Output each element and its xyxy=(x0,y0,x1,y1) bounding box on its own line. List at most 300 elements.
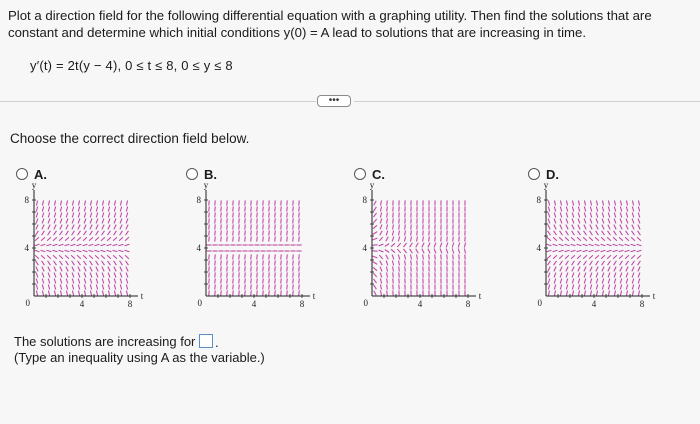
field-segment xyxy=(257,254,258,259)
field-segment xyxy=(572,267,574,272)
field-segment xyxy=(374,291,376,296)
field-segment xyxy=(215,218,216,223)
field-segment xyxy=(385,244,389,247)
field-segment xyxy=(47,250,52,251)
t-tick-label-8: 8 xyxy=(639,299,645,309)
field-segment xyxy=(233,200,234,205)
field-segment xyxy=(257,266,258,271)
field-segment xyxy=(560,290,561,295)
field-segment xyxy=(119,237,123,240)
field-segment xyxy=(596,261,599,265)
field-segment xyxy=(287,230,288,235)
field-segment xyxy=(209,290,210,295)
field-segment xyxy=(589,237,593,240)
field-segment xyxy=(221,200,222,205)
field-segment xyxy=(287,224,288,229)
field-segment xyxy=(113,237,117,240)
field-segment xyxy=(620,200,621,205)
field-segment xyxy=(42,219,44,224)
field-segment xyxy=(559,250,564,251)
field-segment xyxy=(584,273,586,278)
field-segment xyxy=(590,284,591,289)
field-segment xyxy=(263,284,264,289)
field-segment xyxy=(263,278,264,283)
field-segment xyxy=(48,284,49,289)
field-segment xyxy=(416,249,418,254)
field-segment xyxy=(632,267,634,272)
field-segment xyxy=(387,206,388,211)
field-segment xyxy=(584,213,586,218)
field-segment xyxy=(263,230,264,235)
field-segment xyxy=(120,200,121,205)
field-segment xyxy=(66,200,67,205)
field-segment xyxy=(126,225,128,230)
field-segment xyxy=(41,250,46,251)
field-segment xyxy=(572,231,575,235)
field-segment xyxy=(239,224,240,229)
field-segment xyxy=(221,230,222,235)
field-segment xyxy=(596,231,599,235)
field-segment xyxy=(293,218,294,223)
field-segment xyxy=(584,284,585,289)
field-segment xyxy=(571,244,576,245)
field-segment xyxy=(293,212,294,217)
field-segment xyxy=(565,237,569,240)
field-segment xyxy=(90,200,91,205)
field-segment xyxy=(263,260,264,265)
field-segment xyxy=(54,284,55,289)
field-segment xyxy=(584,279,586,284)
field-segment xyxy=(620,279,622,284)
equation: y′(t) = 2t(y − 4), 0 ≤ t ≤ 8, 0 ≤ y ≤ 8 xyxy=(30,58,233,73)
field-segment xyxy=(96,213,98,218)
field-segment xyxy=(446,243,448,248)
option-a-radio[interactable] xyxy=(16,168,28,180)
t-tick-label-8: 8 xyxy=(127,299,133,309)
field-segment xyxy=(281,290,282,295)
field-segment xyxy=(399,224,400,229)
field-segment xyxy=(215,278,216,283)
field-segment xyxy=(638,279,640,284)
field-segment xyxy=(251,272,252,277)
field-segment xyxy=(101,237,105,240)
field-segment xyxy=(215,266,216,271)
field-segment xyxy=(287,254,288,259)
field-segment xyxy=(114,213,116,218)
field-segment xyxy=(245,236,246,241)
field-segment xyxy=(566,200,567,205)
field-segment xyxy=(120,213,122,218)
field-segment xyxy=(72,273,74,278)
field-segment xyxy=(35,250,40,251)
field-segment xyxy=(35,244,40,245)
field-segment xyxy=(269,200,270,205)
divider-left xyxy=(0,101,316,102)
field-segment xyxy=(393,224,394,229)
option-d-direction-field xyxy=(516,182,656,312)
field-segment xyxy=(71,244,76,245)
field-segment xyxy=(113,255,117,258)
field-segment xyxy=(548,231,551,235)
field-segment xyxy=(560,267,562,272)
field-segment xyxy=(293,254,294,259)
field-segment xyxy=(281,224,282,229)
field-segment xyxy=(215,272,216,277)
field-segment xyxy=(41,255,45,258)
field-segment xyxy=(387,212,388,217)
field-segment xyxy=(66,267,68,272)
field-segment xyxy=(632,213,634,218)
field-segment xyxy=(245,272,246,277)
field-segment xyxy=(66,261,69,265)
field-segment xyxy=(393,278,394,283)
field-segment xyxy=(126,290,127,295)
field-segment xyxy=(90,261,93,265)
field-segment xyxy=(626,206,627,211)
field-segment xyxy=(96,290,97,295)
field-segment xyxy=(257,272,258,277)
field-segment xyxy=(102,261,105,265)
field-segment xyxy=(72,261,75,265)
field-segment xyxy=(602,284,603,289)
field-segment xyxy=(66,273,68,278)
field-segment xyxy=(90,284,91,289)
field-segment xyxy=(269,206,270,211)
field-segment xyxy=(385,250,389,253)
field-segment xyxy=(90,231,93,235)
field-segment xyxy=(584,261,587,265)
field-segment xyxy=(608,225,610,230)
t-tick-label-4: 4 xyxy=(79,299,85,309)
field-segment xyxy=(84,290,85,295)
field-segment xyxy=(620,219,622,224)
field-segment xyxy=(215,212,216,217)
field-segment xyxy=(120,206,121,211)
field-segment xyxy=(96,284,97,289)
field-segment xyxy=(114,231,117,235)
field-segment xyxy=(608,284,609,289)
field-segment xyxy=(114,267,116,272)
field-segment xyxy=(434,249,436,254)
field-segment xyxy=(90,279,92,284)
field-segment xyxy=(287,290,288,295)
field-segment xyxy=(36,219,38,224)
field-segment xyxy=(233,272,234,277)
field-segment xyxy=(269,260,270,265)
field-segment xyxy=(379,244,384,246)
field-segment xyxy=(637,255,641,258)
field-segment xyxy=(95,244,100,245)
field-segment xyxy=(209,260,210,265)
field-segment xyxy=(119,250,124,251)
field-segment xyxy=(126,279,128,284)
field-segment xyxy=(126,219,128,224)
field-segment xyxy=(72,279,74,284)
field-segment xyxy=(114,273,116,278)
field-segment xyxy=(614,284,615,289)
field-segment xyxy=(209,236,210,241)
field-segment xyxy=(625,255,629,258)
field-segment xyxy=(215,290,216,295)
field-segment xyxy=(429,236,430,241)
field-segment xyxy=(387,278,388,283)
field-segment xyxy=(209,200,210,205)
y-axis-label: y xyxy=(203,182,209,190)
field-segment xyxy=(96,219,98,224)
field-segment xyxy=(35,255,39,258)
field-segment xyxy=(60,273,62,278)
field-segment xyxy=(126,261,129,265)
field-segment xyxy=(209,266,210,271)
field-segment xyxy=(245,212,246,217)
field-segment xyxy=(227,206,228,211)
field-segment xyxy=(209,254,210,259)
field-segment xyxy=(251,260,252,265)
field-segment xyxy=(614,200,615,205)
field-segment xyxy=(638,284,639,289)
field-segment xyxy=(66,219,68,224)
field-segment xyxy=(221,260,222,265)
field-segment xyxy=(626,279,628,284)
field-segment xyxy=(221,218,222,223)
field-segment xyxy=(560,273,562,278)
field-segment xyxy=(108,279,110,284)
field-segment xyxy=(126,213,128,218)
field-segment xyxy=(572,273,574,278)
field-segment xyxy=(257,224,258,229)
field-segment xyxy=(422,249,424,254)
field-segment xyxy=(60,279,62,284)
option-d-radio[interactable] xyxy=(528,168,540,180)
field-segment xyxy=(84,273,86,278)
field-segment xyxy=(36,284,37,289)
field-segment xyxy=(632,284,633,289)
y-tick-label-4: 4 xyxy=(196,243,201,253)
field-segment xyxy=(245,224,246,229)
field-segment xyxy=(269,254,270,259)
field-segment xyxy=(572,261,575,265)
field-segment xyxy=(398,237,399,242)
field-segment xyxy=(387,290,388,295)
field-segment xyxy=(257,290,258,295)
field-segment xyxy=(107,244,112,245)
field-segment xyxy=(54,279,56,284)
field-segment xyxy=(373,219,376,223)
field-segment xyxy=(233,236,234,241)
expand-more-button[interactable]: ••• xyxy=(317,95,351,107)
field-segment xyxy=(614,219,616,224)
field-segment xyxy=(584,200,585,205)
field-segment xyxy=(36,261,39,265)
field-segment xyxy=(572,213,574,218)
field-segment xyxy=(78,279,80,284)
field-segment xyxy=(221,290,222,295)
field-segment xyxy=(65,237,69,240)
field-segment xyxy=(565,255,569,258)
field-segment xyxy=(632,273,634,278)
field-segment xyxy=(239,266,240,271)
field-segment xyxy=(251,236,252,241)
field-segment xyxy=(602,231,605,235)
field-segment xyxy=(293,230,294,235)
field-segment xyxy=(125,255,129,258)
field-segment xyxy=(620,284,621,289)
field-segment xyxy=(638,200,639,205)
field-segment xyxy=(548,267,550,272)
field-segment xyxy=(90,290,91,295)
field-segment xyxy=(84,231,87,235)
field-segment xyxy=(209,218,210,223)
field-segment xyxy=(102,213,104,218)
option-b-radio[interactable] xyxy=(186,168,198,180)
field-segment xyxy=(287,272,288,277)
field-segment xyxy=(78,267,80,272)
field-segment xyxy=(554,284,555,289)
field-segment xyxy=(602,290,603,295)
field-segment xyxy=(126,267,128,272)
field-segment xyxy=(281,278,282,283)
field-segment xyxy=(251,206,252,211)
field-segment xyxy=(404,236,405,241)
field-segment xyxy=(245,206,246,211)
field-segment xyxy=(107,255,111,258)
field-segment xyxy=(577,237,581,240)
field-segment xyxy=(227,212,228,217)
field-segment xyxy=(120,279,122,284)
field-segment xyxy=(372,251,377,252)
field-segment xyxy=(631,244,636,245)
field-segment xyxy=(391,249,395,252)
option-a-direction-field xyxy=(4,182,144,312)
field-segment xyxy=(595,244,600,245)
field-segment xyxy=(397,243,400,247)
field-segment xyxy=(631,255,635,258)
field-segment xyxy=(233,260,234,265)
field-segment xyxy=(572,284,573,289)
field-segment xyxy=(577,244,582,245)
field-segment xyxy=(571,250,576,251)
field-segment xyxy=(372,245,377,246)
field-segment xyxy=(107,250,112,251)
field-segment xyxy=(108,200,109,205)
field-segment xyxy=(66,231,69,235)
field-segment xyxy=(257,212,258,217)
field-segment xyxy=(572,279,574,284)
field-segment xyxy=(590,206,591,211)
field-segment xyxy=(392,237,394,242)
field-segment xyxy=(299,224,300,229)
field-segment xyxy=(547,244,552,245)
field-segment xyxy=(96,261,99,265)
field-segment xyxy=(42,267,44,272)
field-segment xyxy=(293,236,294,241)
field-segment xyxy=(590,267,592,272)
field-segment xyxy=(101,244,106,245)
field-segment xyxy=(72,200,73,205)
field-segment xyxy=(227,278,228,283)
field-segment xyxy=(403,243,406,247)
origin-label: 0 xyxy=(363,298,368,308)
field-segment xyxy=(83,237,87,240)
field-segment xyxy=(221,254,222,259)
field-segment xyxy=(227,266,228,271)
field-segment xyxy=(239,290,240,295)
field-segment xyxy=(48,206,49,211)
field-segment xyxy=(440,249,442,254)
field-segment xyxy=(281,200,282,205)
field-segment xyxy=(373,262,377,265)
field-segment xyxy=(404,254,405,259)
field-segment xyxy=(387,200,388,205)
field-segment xyxy=(410,243,413,247)
field-segment xyxy=(257,284,258,289)
field-segment xyxy=(102,200,103,205)
question-text: Plot a direction field for the following differential equation with a graphing utility. Then find the solutions that are constant and determine which initial conditions y(0) = A lead to solutions that are increasing in time. xyxy=(8,8,652,40)
field-segment xyxy=(560,213,562,218)
field-segment xyxy=(397,249,400,253)
t-axis-label: t xyxy=(312,291,316,301)
field-segment xyxy=(632,261,635,265)
field-segment xyxy=(632,219,634,224)
field-segment xyxy=(560,225,562,230)
field-segment xyxy=(72,206,73,211)
field-segment xyxy=(607,237,611,240)
field-segment xyxy=(590,225,592,230)
field-segment xyxy=(602,213,604,218)
field-segment xyxy=(447,236,448,241)
field-segment xyxy=(269,272,270,277)
field-segment xyxy=(589,255,593,258)
field-segment xyxy=(374,285,377,289)
field-segment xyxy=(227,200,228,205)
field-segment xyxy=(281,206,282,211)
field-segment xyxy=(36,279,38,284)
option-c-radio[interactable] xyxy=(354,168,366,180)
t-tick-label-4: 4 xyxy=(251,299,257,309)
field-segment xyxy=(423,236,424,241)
field-segment xyxy=(637,250,642,251)
field-segment xyxy=(578,273,580,278)
field-segment xyxy=(287,260,288,265)
field-segment xyxy=(281,230,282,235)
field-segment xyxy=(66,206,67,211)
field-segment xyxy=(608,219,610,224)
field-segment xyxy=(553,250,558,251)
field-segment xyxy=(601,244,606,245)
field-segment xyxy=(71,237,75,240)
field-segment xyxy=(387,218,388,223)
field-segment xyxy=(215,236,216,241)
field-segment xyxy=(209,278,210,283)
option-c-graph xyxy=(342,182,482,312)
field-segment xyxy=(380,273,381,278)
field-segment xyxy=(281,272,282,277)
field-segment xyxy=(392,255,394,260)
field-segment xyxy=(620,206,621,211)
field-segment xyxy=(227,218,228,223)
field-segment xyxy=(632,206,633,211)
field-segment xyxy=(125,250,130,251)
field-segment xyxy=(293,224,294,229)
field-segment xyxy=(373,213,376,217)
field-segment xyxy=(423,254,424,259)
field-segment xyxy=(638,261,641,265)
answer-input[interactable] xyxy=(199,334,213,348)
field-segments xyxy=(547,200,642,295)
field-segment xyxy=(90,219,92,224)
field-segment xyxy=(239,260,240,265)
field-segment xyxy=(565,250,570,251)
